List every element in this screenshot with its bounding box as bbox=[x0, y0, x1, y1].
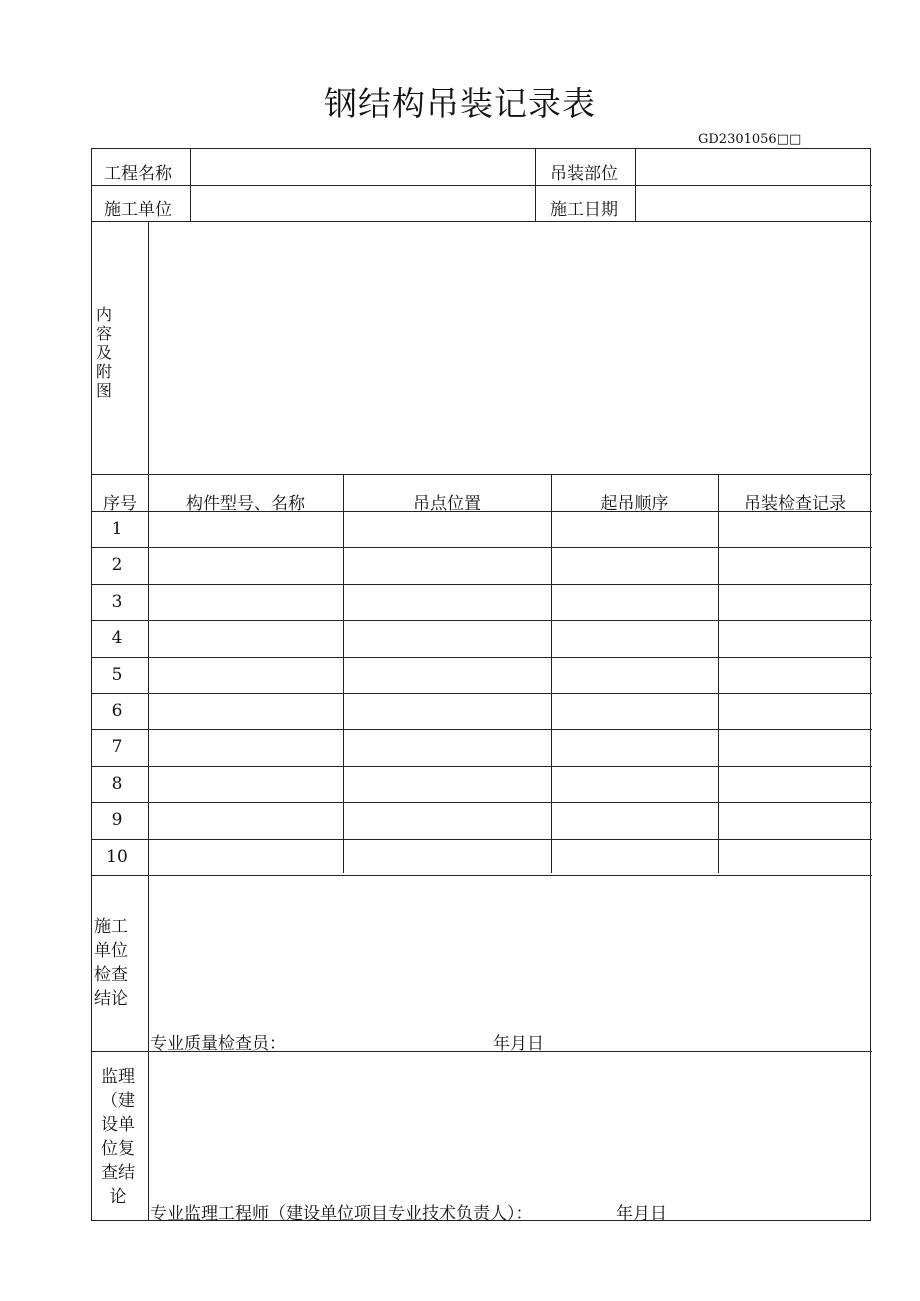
grid-line bbox=[92, 547, 872, 548]
cell-component[interactable] bbox=[150, 695, 341, 727]
cell-lift-point[interactable] bbox=[345, 659, 549, 691]
row-number: 3 bbox=[111, 591, 123, 612]
label-line: （建 bbox=[101, 1091, 135, 1111]
cell-lift-order[interactable] bbox=[553, 768, 716, 800]
cell-component[interactable] bbox=[150, 804, 341, 836]
constructor-label: 施工单位 bbox=[104, 200, 172, 220]
col-header-lift-point: 吊点位置 bbox=[413, 494, 481, 514]
cell-lift-order[interactable] bbox=[553, 586, 716, 618]
constructor-field[interactable] bbox=[192, 189, 532, 217]
cell-check-record[interactable] bbox=[720, 659, 870, 691]
cell-lift-order[interactable] bbox=[553, 513, 716, 545]
label-line: 设单 bbox=[101, 1115, 135, 1135]
supervising-engineer-label: 专业监理工程师（建设单位项目专业技术负责人）： bbox=[150, 1204, 533, 1224]
cell-lift-order[interactable] bbox=[553, 695, 716, 727]
cell-lift-point[interactable] bbox=[345, 841, 549, 873]
grid-line bbox=[92, 474, 872, 475]
cell-component[interactable] bbox=[150, 841, 341, 873]
grid-line bbox=[92, 802, 872, 803]
cell-component[interactable] bbox=[150, 768, 341, 800]
cell-component[interactable] bbox=[150, 549, 341, 581]
grid-line bbox=[190, 149, 191, 221]
grid-line bbox=[92, 839, 872, 840]
cell-lift-point[interactable] bbox=[345, 731, 549, 763]
cell-check-record[interactable] bbox=[720, 731, 870, 763]
label-line: 论 bbox=[109, 1187, 127, 1207]
lift-part-label: 吊装部位 bbox=[550, 164, 618, 184]
row-number: 7 bbox=[111, 737, 123, 758]
row-number: 9 bbox=[111, 810, 123, 831]
grid-line bbox=[92, 584, 872, 585]
content-area[interactable] bbox=[150, 225, 868, 473]
grid-line bbox=[635, 149, 636, 221]
row-number: 8 bbox=[111, 773, 123, 794]
grid-line bbox=[92, 221, 872, 222]
supervisor-check-date: 年月日 bbox=[616, 1204, 667, 1224]
grid-line bbox=[718, 474, 719, 873]
grid-line bbox=[92, 766, 872, 767]
cell-component[interactable] bbox=[150, 513, 341, 545]
cell-check-record[interactable] bbox=[720, 622, 870, 654]
project-name-label: 工程名称 bbox=[104, 164, 172, 184]
cell-lift-point[interactable] bbox=[345, 695, 549, 727]
project-name-field[interactable] bbox=[192, 153, 532, 181]
row-number: 6 bbox=[111, 701, 123, 721]
col-header-check-record: 吊装检查记录 bbox=[744, 494, 846, 514]
cell-lift-order[interactable] bbox=[553, 549, 716, 581]
col-header-component: 构件型号、名称 bbox=[186, 494, 305, 514]
construction-date-field[interactable] bbox=[637, 189, 867, 217]
cell-check-record[interactable] bbox=[720, 586, 870, 618]
cell-lift-order[interactable] bbox=[553, 731, 716, 763]
grid-line bbox=[148, 221, 149, 1221]
contractor-check-date: 年月日 bbox=[493, 1034, 544, 1054]
label-line: 单位 bbox=[94, 941, 128, 961]
cell-component[interactable] bbox=[150, 622, 341, 654]
cell-lift-order[interactable] bbox=[553, 804, 716, 836]
col-header-lift-order: 起吊顺序 bbox=[600, 494, 669, 514]
grid-line bbox=[92, 657, 872, 658]
record-form bbox=[91, 148, 871, 1224]
row-number: 10 bbox=[106, 846, 128, 867]
cell-lift-order[interactable] bbox=[553, 841, 716, 873]
grid-line bbox=[551, 474, 552, 873]
row-number: 1 bbox=[111, 519, 123, 539]
cell-check-record[interactable] bbox=[720, 549, 870, 581]
grid-line bbox=[92, 729, 872, 730]
label-line: 位复 bbox=[101, 1139, 135, 1159]
grid-line bbox=[92, 693, 872, 694]
construction-date-label: 施工日期 bbox=[550, 200, 618, 220]
cell-check-record[interactable] bbox=[720, 513, 870, 545]
grid-line bbox=[535, 149, 536, 221]
cell-component[interactable] bbox=[150, 659, 341, 691]
cell-lift-point[interactable] bbox=[345, 586, 549, 618]
cell-component[interactable] bbox=[150, 731, 341, 763]
page-title: 钢结构吊装记录表 bbox=[324, 84, 596, 123]
quality-inspector-label: 专业质量检查员： bbox=[150, 1034, 286, 1054]
cell-lift-point[interactable] bbox=[345, 549, 549, 581]
row-number: 2 bbox=[111, 555, 123, 576]
cell-lift-point[interactable] bbox=[345, 513, 549, 545]
grid-line bbox=[92, 875, 872, 876]
label-line: 结论 bbox=[94, 989, 128, 1009]
cell-lift-point[interactable] bbox=[345, 768, 549, 800]
contractor-check-label bbox=[94, 915, 134, 1011]
grid-line bbox=[92, 620, 872, 621]
row-number: 4 bbox=[111, 628, 123, 649]
cell-check-record[interactable] bbox=[720, 768, 870, 800]
label-line: 查结 bbox=[101, 1163, 135, 1183]
label-line: 施工 bbox=[94, 917, 128, 937]
cell-lift-point[interactable] bbox=[345, 804, 549, 836]
col-header-no: 序号 bbox=[103, 494, 137, 514]
cell-check-record[interactable] bbox=[720, 695, 870, 727]
cell-lift-order[interactable] bbox=[553, 659, 716, 691]
content-label: 内容及附图 bbox=[96, 305, 113, 400]
form-code: GD2301056□□ bbox=[698, 132, 802, 147]
label-line: 检查 bbox=[94, 965, 128, 985]
cell-check-record[interactable] bbox=[720, 804, 870, 836]
grid-line bbox=[92, 185, 872, 186]
grid-line bbox=[343, 474, 344, 873]
label-line: 监理 bbox=[101, 1067, 135, 1087]
lift-part-field[interactable] bbox=[637, 153, 867, 181]
cell-lift-point[interactable] bbox=[345, 622, 549, 654]
cell-check-record[interactable] bbox=[720, 841, 870, 873]
cell-component[interactable] bbox=[150, 586, 341, 618]
row-number: 5 bbox=[111, 664, 123, 685]
cell-lift-order[interactable] bbox=[553, 622, 716, 654]
supervisor-check-label bbox=[98, 1065, 138, 1209]
